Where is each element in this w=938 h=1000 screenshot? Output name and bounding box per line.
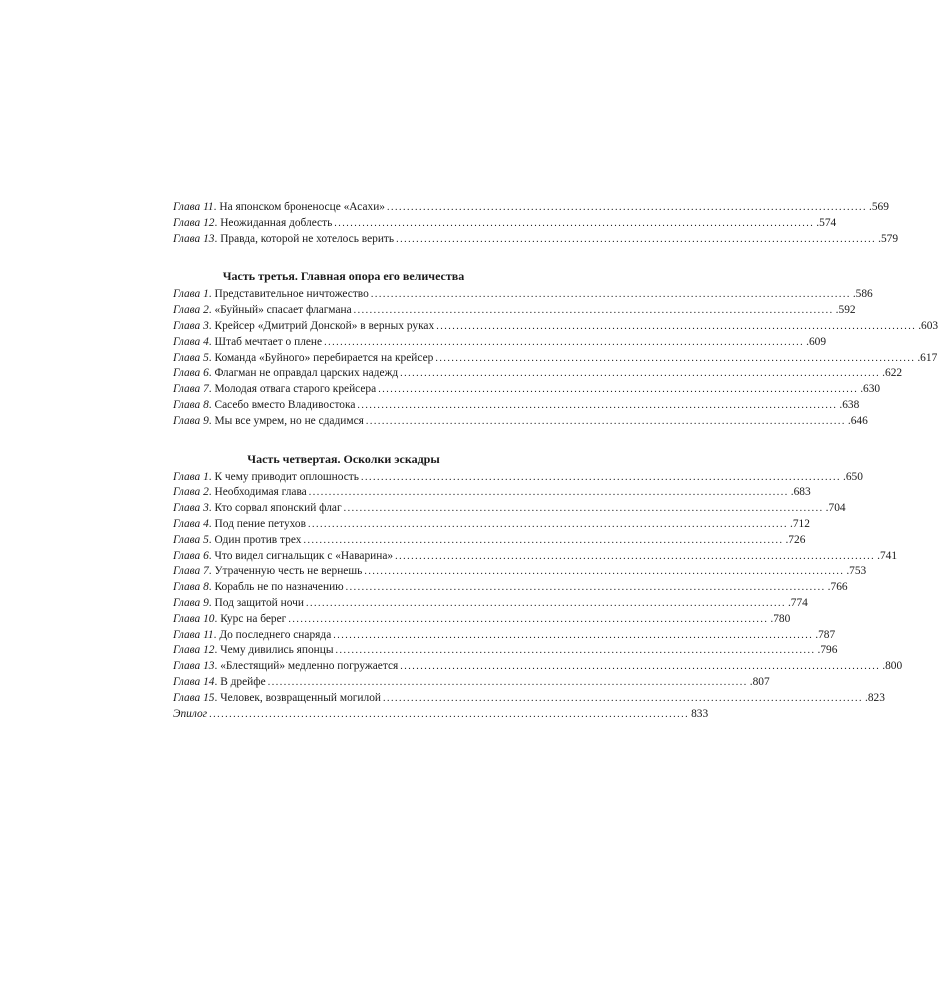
chapter-title: Под пение петухов: [214, 517, 306, 530]
chapter-label: Глава 15: [173, 691, 215, 704]
page-number: .569: [869, 201, 889, 213]
chapter-label: Глава 5: [173, 351, 209, 364]
chapter-label: Глава 11: [173, 201, 214, 213]
leader-dots: ........................................................................................................................: [324, 336, 805, 348]
page-number: .766: [827, 581, 848, 594]
leader-dots: ........................................................................................................................: [436, 320, 917, 332]
chapter-label: Глава 6: [173, 367, 209, 380]
toc-entry: [173, 485, 811, 501]
leader-dots: ........................................................................................................................: [383, 692, 864, 704]
chapter-label: Глава 2: [173, 486, 209, 499]
chapter-label: Глава 11: [173, 628, 214, 641]
page-number: .741: [877, 549, 898, 562]
leader-dots: ........................................................................................................................: [288, 613, 769, 625]
toc-entry-text: Глава 9. Мы все умрем, но не сдадимся: [173, 414, 364, 427]
chapter-title: «Блестящий» медленно погружается: [220, 660, 399, 673]
chapter-title: Флагман не оправдал царских надежд: [214, 367, 399, 380]
chapter-title: Кто сорвал японский флаг: [214, 502, 342, 515]
page-number: .622: [882, 367, 903, 380]
leader-dots: ........................................................................................................................: [335, 645, 816, 657]
chapter-title: Правда, которой не хотелось верить: [220, 232, 395, 245]
leader-dots: ........................................................................................................................: [267, 676, 748, 688]
page-number: .586: [852, 288, 873, 301]
chapter-title: Сасебо вместо Владивостока: [214, 398, 356, 411]
toc-entry-text: Глава 4. Под пение петухов: [173, 517, 306, 530]
leader-dots: ........................................................................................................................: [343, 503, 824, 515]
chapter-title: В дрейфе: [220, 675, 266, 688]
chapter-label: Глава 8: [173, 398, 209, 411]
page-number: 833: [691, 707, 709, 720]
page-number: .774: [787, 596, 808, 609]
toc-entry: [173, 382, 881, 398]
page-number: .592: [835, 304, 856, 317]
chapter-title: Штаб мечтает о плене: [214, 335, 323, 348]
page-number: .646: [847, 414, 868, 427]
toc-entry: [173, 200, 889, 216]
toc-entry-text: Глава 4. Штаб мечтает о плене: [173, 335, 323, 348]
toc-entry-text: Глава 8. Корабль не по назначению: [173, 581, 344, 594]
chapter-label: Глава 6: [173, 549, 209, 562]
toc-section-part-two-continued: [173, 200, 899, 247]
page-number: .807: [749, 675, 770, 688]
page-number: .753: [846, 565, 867, 578]
chapter-title: Утраченную честь не вернешь: [214, 565, 363, 578]
toc-entry: [173, 303, 856, 319]
page-number: .787: [815, 628, 836, 641]
toc-entry-text: Глава 7. Молодая отвага старого крейсера: [173, 383, 377, 396]
toc-entry: [173, 319, 938, 335]
leader-dots: ........................................................................................................................: [387, 202, 867, 213]
toc-entry-text: Глава 12. Неожиданная доблесть: [173, 216, 333, 229]
table-of-contents: [173, 200, 938, 722]
toc-entry: [173, 691, 885, 707]
toc-entry-text: [173, 707, 207, 723]
chapter-title: Представительное ничтожество: [214, 288, 369, 301]
chapter-title: Корабль не по назначению: [214, 581, 344, 594]
leader-dots: ........................................................................................................................: [209, 708, 690, 720]
chapter-label: Глава 3: [173, 502, 209, 515]
page-number: .704: [825, 502, 846, 515]
toc-entry: [173, 580, 848, 596]
page-number: .609: [806, 335, 827, 348]
leader-dots: ........................................................................................................................: [357, 399, 838, 411]
chapter-title: К чему приводит оплошность: [214, 470, 359, 483]
toc-entry: [173, 628, 836, 644]
toc-entry: [173, 335, 827, 351]
toc-entry-text: Глава 15. Человек, возвращенный могилой: [173, 691, 382, 704]
leader-dots: ........................................................................................................................: [396, 233, 877, 245]
toc-entry: [173, 675, 770, 691]
toc-entry: [173, 470, 863, 486]
chapter-label: Глава 8: [173, 581, 209, 594]
leader-dots: ........................................................................................................................: [400, 661, 881, 673]
leader-dots: ........................................................................................................................: [308, 487, 789, 499]
toc-entry-text: Глава 3. Кто сорвал японский флаг: [173, 502, 342, 515]
toc-entry: [173, 287, 873, 303]
chapter-title: Мы все умрем, но не сдадимся: [214, 414, 364, 427]
toc-entry: [173, 643, 838, 659]
chapter-label: Глава 9: [173, 414, 209, 427]
page-number: .780: [770, 612, 791, 625]
chapter-label: Глава 7: [173, 565, 209, 578]
toc-entry-text: Глава 12. Чему дивились японцы: [173, 644, 334, 657]
page-number: .630: [860, 383, 881, 396]
toc-entry: [173, 564, 867, 580]
chapter-label: Глава 1: [173, 288, 209, 301]
chapter-label: Глава 4: [173, 335, 209, 348]
toc-entry: [173, 659, 903, 675]
page-number: .712: [789, 517, 810, 530]
page-number: .796: [817, 644, 838, 657]
leader-dots: ........................................................................................................................: [378, 384, 859, 396]
chapter-label: Глава 9: [173, 596, 209, 609]
section-title: Часть четвертая. Осколки эскадры: [247, 451, 440, 466]
toc-entry-text: Глава 11. До последнего снаряда: [173, 628, 332, 641]
page-number: .617: [917, 351, 938, 364]
page-number: .726: [785, 533, 806, 546]
toc-list: [173, 470, 903, 723]
toc-entry: [173, 366, 903, 382]
chapter-label: Глава 14: [173, 675, 215, 688]
toc-entry: [173, 533, 806, 549]
leader-dots: ........................................................................................................................: [305, 597, 786, 609]
leader-dots: ........................................................................................................................: [353, 305, 834, 317]
toc-entry: [173, 596, 808, 612]
chapter-label: Глава 10: [173, 612, 215, 625]
chapter-title: Человек, возвращенный могилой: [220, 691, 382, 704]
toc-entry-text: Глава 1. Представительное ничтожество: [173, 288, 369, 301]
chapter-title: Крейсер «Дмитрий Донской» в верных руках: [214, 319, 435, 332]
chapter-title: Курс на берег: [220, 612, 287, 625]
chapter-label: Глава 1: [173, 470, 209, 483]
chapter-label: Глава 4: [173, 517, 209, 530]
toc-entry-text: Глава 5. Команда «Буйного» перебирается на крейсер: [173, 351, 434, 364]
page-number: .638: [839, 398, 860, 411]
page-number: .603: [918, 319, 938, 332]
toc-entry-text: Глава 9. Под защитой ночи: [173, 596, 304, 609]
toc-list: [173, 200, 899, 247]
toc-entry-text: Глава 13. «Блестящий» медленно погружается: [173, 660, 399, 673]
toc-entry: [173, 707, 709, 723]
chapter-label: Глава 12: [173, 644, 215, 657]
chapter-title: До последнего снаряда: [219, 628, 332, 641]
chapter-label: Глава 7: [173, 383, 209, 396]
toc-entry: [173, 216, 837, 232]
toc-entry: [173, 414, 868, 430]
leader-dots: ........................................................................................................................: [400, 368, 881, 380]
leader-dots: ........................................................................................................................: [307, 518, 788, 530]
toc-entry-text: Глава 8. Сасебо вместо Владивостока: [173, 398, 356, 411]
toc-entry: [173, 549, 898, 565]
leader-dots: ........................................................................................................................: [303, 534, 784, 546]
leader-dots: ........................................................................................................................: [345, 582, 826, 594]
toc-entry: [173, 232, 899, 248]
toc-entry-text: Глава 11. На японском броненосце «Асахи»: [173, 201, 385, 213]
toc-entry-text: Глава 5. Один против трех: [173, 533, 302, 546]
toc-entry: [173, 501, 846, 517]
toc-entry-text: Глава 6. Флагман не оправдал царских надежд: [173, 367, 399, 380]
toc-entry: [173, 398, 860, 414]
leader-dots: ........................................................................................................................: [365, 415, 846, 427]
leader-dots: ........................................................................................................................: [435, 352, 916, 364]
toc-entry: [173, 517, 810, 533]
chapter-title: Один против трех: [214, 533, 302, 546]
leader-dots: ........................................................................................................................: [333, 629, 814, 641]
toc-entry-text: Глава 7. Утраченную честь не вернешь: [173, 565, 363, 578]
chapter-label: Эпилог: [173, 707, 208, 720]
chapter-title: Необходимая глава: [214, 486, 307, 499]
toc-entry-text: Глава 2. «Буйный» спасает флагмана: [173, 304, 352, 317]
chapter-label: Глава 2: [173, 304, 209, 317]
toc-entry: [173, 351, 938, 367]
toc-entry-text: Глава 3. Крейсер «Дмитрий Донской» в верных руках: [173, 319, 435, 332]
toc-entry-text: Глава 14. В дрейфе: [173, 675, 266, 688]
leader-dots: ........................................................................................................................: [370, 289, 851, 301]
toc-section-part-four: [173, 451, 903, 723]
chapter-label: Глава 3: [173, 319, 209, 332]
chapter-title: Чему дивились японцы: [220, 644, 334, 657]
chapter-title: Неожиданная доблесть: [220, 216, 333, 229]
toc-entry-text: Глава 1. К чему приводит оплошность: [173, 470, 359, 483]
chapter-label: Глава 5: [173, 533, 209, 546]
chapter-label: Глава 12: [173, 216, 215, 229]
leader-dots: ........................................................................................................................: [364, 566, 845, 578]
page-number: .579: [878, 232, 899, 245]
leader-dots: ........................................................................................................................: [334, 217, 815, 229]
page-number: .574: [816, 216, 837, 229]
page-number: .650: [842, 470, 863, 483]
toc-entry-text: Глава 10. Курс на берег: [173, 612, 287, 625]
toc-entry: [173, 612, 791, 628]
chapter-title: Команда «Буйного» перебирается на крейсер: [214, 351, 434, 364]
toc-entry-text: Глава 6. Что видел сигнальщик с «Наварина»: [173, 549, 394, 562]
toc-entry-text: Глава 13. Правда, которой не хотелось верить: [173, 232, 395, 245]
toc-entry-text: Глава 2. Необходимая глава: [173, 486, 307, 499]
chapter-title: Что видел сигнальщик с «Наварина»: [214, 549, 394, 562]
chapter-label: Глава 13: [173, 660, 215, 673]
page-number: .823: [865, 691, 885, 704]
leader-dots: ........................................................................................................................: [360, 471, 841, 483]
chapter-title: Под защитой ночи: [214, 596, 304, 609]
toc-section-part-three: [173, 268, 938, 429]
chapter-title: Молодая отвага старого крейсера: [214, 383, 377, 396]
chapter-title: «Буйный» спасает флагмана: [214, 304, 352, 317]
chapter-label: Глава 13: [173, 232, 215, 245]
chapter-title: На японском броненосце «Асахи»: [219, 201, 385, 213]
section-title: Часть третья. Главная опора его величества: [222, 269, 465, 284]
leader-dots: ........................................................................................................................: [395, 550, 876, 562]
page-number: .800: [882, 660, 903, 673]
page-number: .683: [790, 486, 811, 499]
toc-list: [173, 287, 938, 429]
